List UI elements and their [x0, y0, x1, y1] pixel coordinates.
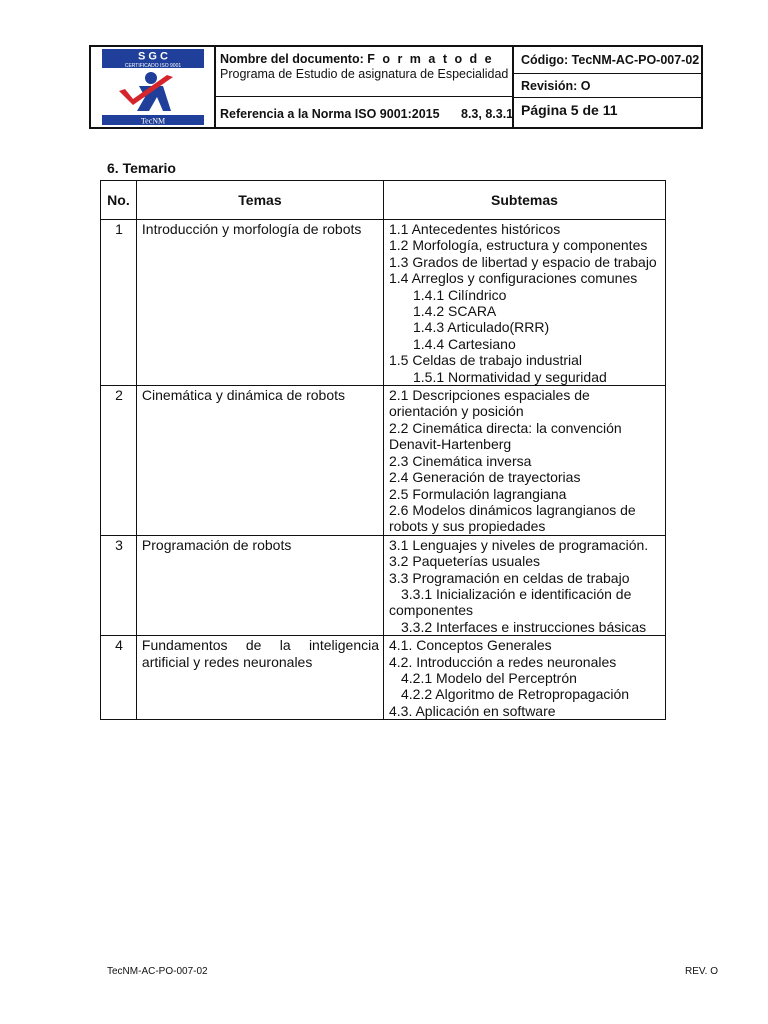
- row-number: 4: [101, 636, 137, 720]
- table-row: [101, 220, 666, 386]
- subtema-item: 3.3 Programación en celdas de trabajo: [389, 569, 630, 586]
- document-header: [89, 45, 703, 129]
- subtema-item: 2.1 Descripciones espaciales de orientación y posición: [389, 387, 590, 420]
- subtema-item: 2.2 Cinemática directa: la convención Denavit-Hartenberg: [389, 419, 622, 453]
- subtema-item: 1.4.1 Cilíndrico: [413, 286, 507, 303]
- subtema-item: 2.6 Modelos dinámicos lagrangianos de robots y sus propiedades: [389, 501, 636, 535]
- document-name: [220, 52, 510, 82]
- header-no: No.: [101, 181, 137, 220]
- subtema-item: 2.3 Cinemática inversa: [389, 452, 532, 469]
- footer-code: TecNM-AC-PO-007-02: [107, 966, 208, 977]
- row-subtemas: [384, 386, 666, 536]
- subtema-item: 1.4.2 SCARA: [413, 303, 497, 320]
- row-number: 3: [101, 535, 137, 635]
- subtema-item: 4.2.2 Algoritmo de Retropropagación: [401, 686, 630, 703]
- header-temas: Temas: [136, 181, 383, 220]
- subtema-item: 3.2 Paqueterías usuales: [389, 553, 540, 570]
- row-number: 2: [101, 386, 137, 536]
- table-header-row: [101, 181, 666, 220]
- header-subtemas: Subtemas: [384, 181, 666, 220]
- logo-bottom-text: TecNM: [140, 116, 166, 126]
- row-tema: Cinemática y dinámica de robots: [136, 386, 383, 536]
- section-title: 6. Temario: [107, 160, 176, 176]
- subtema-item: 4.1. Conceptos Generales: [389, 637, 552, 654]
- subtema-item: 3.1 Lenguajes y niveles de programación.: [389, 536, 649, 553]
- sgc-tecnm-logo: [91, 47, 214, 127]
- row-tema: Introducción y morfología de robots: [136, 220, 383, 386]
- row-number: 1: [101, 220, 137, 386]
- table-row: [101, 636, 666, 720]
- subtema-item: 3.3.2 Interfaces e instrucciones básicas: [401, 618, 647, 635]
- subtema-item: 4.3. Aplicación en software: [389, 702, 556, 719]
- subtema-item: 1.3 Grados de libertad y espacio de trabajo: [389, 253, 657, 270]
- subtema-item: 1.4.4 Cartesiano: [413, 335, 516, 352]
- subtema-item: 1.5 Celdas de trabajo industrial: [389, 352, 583, 369]
- temario-table: [100, 180, 666, 720]
- logo-top-text: S G C: [138, 50, 168, 63]
- subtema-item: 1.1 Antecedentes históricos: [389, 221, 561, 237]
- subtema-item: 4.2. Introducción a redes neuronales: [389, 653, 617, 670]
- row-subtemas: [384, 636, 666, 720]
- revision: Revisión: O: [521, 79, 591, 93]
- footer-revision: REV. O: [685, 966, 718, 977]
- row-subtemas: [384, 535, 666, 635]
- document-code: Código: TecNM-AC-PO-007-02: [521, 53, 700, 67]
- subtema-item: 1.4.3 Articulado(RRR): [413, 319, 550, 336]
- subtema-item: 1.2 Morfología, estructura y componentes: [389, 237, 648, 254]
- row-tema: Fundamentos de la inteligencia artificial y redes neuronales: [136, 636, 383, 720]
- reference-label: Referencia a la Norma ISO 9001:2015: [220, 107, 440, 121]
- reference-value: 8.3, 8.3.1: [461, 107, 514, 121]
- row-tema: Programación de robots: [136, 535, 383, 635]
- page-number: Página 5 de 11: [521, 102, 618, 118]
- subtema-item: 4.2.1 Modelo del Perceptrón: [401, 669, 577, 686]
- row-subtemas: [384, 220, 666, 386]
- table-row: [101, 386, 666, 536]
- subtema-item: 2.4 Generación de trayectorias: [389, 469, 581, 486]
- document-name-value: F o r m a t o d e: [367, 52, 494, 66]
- table-row: [101, 535, 666, 635]
- logo-cert-text: CERTIFICADO ISO 9001: [124, 63, 182, 69]
- document-name-line2: Programa de Estudio de asignatura de Especialidad: [220, 67, 509, 81]
- subtema-item: 1.5.1 Normatividad y seguridad: [413, 368, 607, 385]
- subtema-item: 1.4 Arreglos y configuraciones comunes: [389, 270, 638, 287]
- document-name-label: Nombre del documento:: [220, 52, 364, 66]
- subtema-item: 2.5 Formulación lagrangiana: [389, 485, 567, 502]
- subtema-item: 3.3.1 Inicialización e identificación de componentes: [389, 585, 632, 619]
